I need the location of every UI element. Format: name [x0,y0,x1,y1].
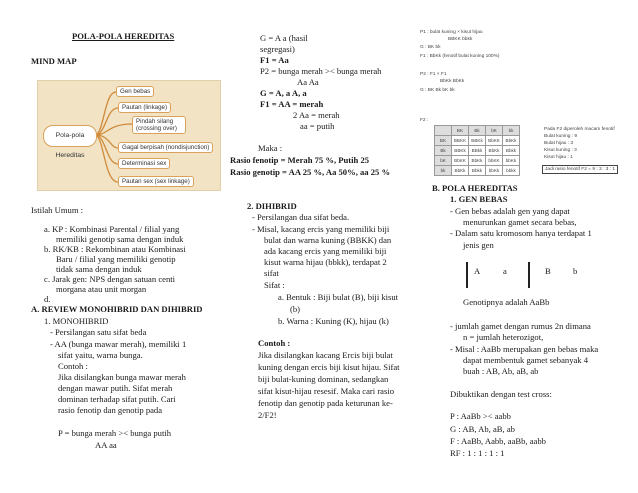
text-line: b. Warna : Kuning (K), hijau (k) [278,316,389,326]
text-line: dominan terhadap sifat putih. Cari [58,394,176,404]
ratio-phenotype: Rasio fenotip = Merah 75 %, Putih 25 [230,155,370,165]
text-line: F1 = AA = merah [260,99,324,109]
dihybrid-cross-graphic [420,28,634,176]
text-line: kisut warna hijau (bbkk), terdapat 2 [264,257,387,267]
text-line: tidak sama dengan induk [56,264,142,274]
punnett-cell: BBKk [469,136,486,146]
punnett-header: bK [486,126,503,136]
punnett-cell: bbKk [503,156,520,166]
punnett-cell: BBkk [469,146,486,156]
punnett-cell: Bbkk [503,146,520,156]
punnett-cell: BbKK [486,136,503,146]
text-line: dengan mawar putih. Sifat merah [58,383,173,393]
punnett-header: bk [503,126,520,136]
text-line: rasio fenotip dan genotip pada [58,405,163,415]
text-line: biji bulat-kuning dominan, sedangkan [258,374,389,384]
graphic-line: BbKk BbKk [440,79,465,84]
text-line: - Persilangan satu sifat beda [50,327,147,337]
mind-map-node: Pautan sex (sex linkage) [118,176,194,187]
legend-item: Bulat hijau : 3 [544,141,574,146]
ratio-genotype: Rasio genotip = AA 25 %, Aa 50%, aa 25 % [230,167,391,177]
text-line: Jika disilangkan bunga mawar merah [58,372,186,382]
istilah-heading: Istilah Umum : [31,205,84,215]
chromosome-bar [528,262,530,288]
text-line: c. Jarak gen: NPS dengan satuan centi [44,274,176,284]
section-heading: A. REVIEW MONOHIBRID DAN DIHIBRID [31,304,203,314]
mind-map-node: Gagal berpisah (nondisjunction) [118,142,213,153]
sub-heading: 1. MONOHIBRID [44,316,109,326]
graphic-line: G : BK bk [420,45,441,50]
text-line: F : AaBb, Aabb, aaBb, aabb [450,436,546,446]
text-line: jenis gen [463,240,494,250]
text-line: - Dalam satu kromosom hanya terdapat 1 [450,228,592,238]
text-line: a. Bentuk : Biji bulat (B), biji kisut [278,292,399,302]
sub-heading: 1. GEN BEBAS [450,194,508,204]
text-line: a. KP : Kombinasi Parental / filial yang [44,224,180,234]
punnett-square [434,125,520,176]
text-line: aa = putih [300,121,335,131]
text-line: dapat membentuk gamet sebanyak 4 [463,355,589,365]
text-line: P = bunga merah >< bunga putih [58,428,172,438]
text-line: - Misal : AaBb merupakan gen bebas maka [450,344,599,354]
text-line: b. RK/KB : Rekombinan atau Kombinasi [44,244,186,254]
text-line: 2 Aa = merah [293,110,340,120]
allele-label: B [545,266,551,276]
text-line: kuning dengan ercis biji kisut hijau. Sifat [258,362,400,372]
text-line: bulat dan warna kuning (BBKK) dan [264,235,392,245]
text-line: fenotip dan genotip pada keturunan ke- [258,398,393,408]
contoh-label: Contoh : [258,338,291,348]
text-line: - AA (bunga mawar merah), memiliki 1 [50,339,187,349]
text-line: Jika disilangkan kacang Ercis biji bulat [258,350,393,360]
punnett-cell: bbKk [486,166,503,176]
page-title: POLA-POLA HEREDITAS [72,31,175,41]
text-line: sifat [264,268,279,278]
graphic-line: P1 : bulat kuning × kisut hijau [420,30,483,35]
punnett-cell: BBKK [452,136,469,146]
text-line: P2 = bunga merah >< bunga merah [260,66,382,76]
text-line: Aa Aa [297,77,319,87]
text-line: ada kacang ercis yang memiliki biji [264,246,387,256]
punnett-cell: bbkk [503,166,520,176]
punnett-cell: BbKk [503,136,520,146]
mind-map [37,80,221,191]
punnett-cell: bbKK [486,156,503,166]
text-line: F1 = Aa [260,55,289,65]
allele-label: b [573,266,578,276]
text-line: Dibuktikan dengan test cross: [450,389,552,399]
mind-map-node: Pindah silang (crossing over) [132,116,186,134]
chromosome-bar [466,262,468,288]
text-line: Maka : [258,143,283,153]
legend-title: Pada F2 diperoleh macam fenotif [544,127,615,132]
allele-label: A [474,266,481,276]
text-line: buah : AB, Ab, aB, ab [463,366,539,376]
punnett-header: Bk [469,126,486,136]
text-line: segregasi) [260,44,295,54]
text-line: G = A, a A, a [260,88,307,98]
text-line: menurunkan gamet secara bebas, [463,217,577,227]
text-line: n = jumlah heterozigot, [463,332,544,342]
ratio-box: Jadi rasio fenotif F2 = 9 : 3 : 3 : 1 [542,165,618,174]
text-line: sifat kisut-hijau resesif. Maka cari rasio [258,386,395,396]
punnett-cell: Bk [435,146,452,156]
sub-heading: 2. DIHIBRID [247,201,297,211]
punnett-cell: BbKk [452,166,469,176]
text-line: Sifat : [264,280,285,290]
mind-map-center: Pola-pola Hereditas [43,125,97,147]
graphic-line: G : BK Bk bK bk [420,88,455,93]
punnett-cell: Bbkk [469,166,486,176]
text-line: - Persilangan dua sifat beda. [252,212,350,222]
text-line: P : AaBb >< aabb [450,411,511,421]
punnett-header: BK [452,126,469,136]
text-line: G = A a (hasil [260,33,308,43]
text-line: RF : 1 : 1 : 1 : 1 [450,448,505,458]
punnett-cell: bk [435,166,452,176]
mind-map-node: Gen bebas [116,86,154,97]
graphic-line: F1 : BbKk (fenotif bulat kuning 100%) [420,54,500,59]
punnett-cell: BbKk [469,156,486,166]
legend-item: Kisut hijau : 1 [544,155,573,160]
text-line: Baru / filial yang memiliki genotip [56,254,176,264]
punnett-header [435,126,452,136]
punnett-cell: BbKK [452,156,469,166]
graphic-line: F2 : [420,118,429,123]
text-line: G : AB, Ab, aB, ab [450,424,515,434]
graphic-line: P2 : F1 × F1 [420,72,447,77]
text-line: (b) [290,304,301,314]
mind-map-node: Determinasi sex [118,158,170,169]
section-heading: B. POLA HEREDITAS [432,183,518,193]
text-line: - Misal, kacang ercis yang memiliki biji [252,224,390,234]
text-line: 2/F2! [258,410,277,420]
punnett-cell: BbKk [486,146,503,156]
punnett-cell: bK [435,156,452,166]
text-line: - jumlah gamet dengan rumus 2n dimana [450,321,591,331]
genotype-text: Genotipnya adalah AaBb [463,297,550,307]
text-line: Contoh : [58,361,88,371]
text-line: AA aa [95,440,117,450]
punnett-cell: BK [435,136,452,146]
text-line: memiliki genotip sama dengan induk [56,234,184,244]
punnett-cell: BBKk [452,146,469,156]
text-line: - Gen bebas adalah gen yang dapat [450,206,570,216]
legend-item: Kisut kuning : 3 [544,148,577,153]
text-line: d. [44,294,51,304]
graphic-line: BBKK bbkk [448,37,473,42]
mind-map-label: MIND MAP [31,56,77,66]
legend-item: Bulat kuning : 9 [544,134,578,139]
mind-map-node: Pautan (linkage) [118,102,171,113]
text-line: sifat yaitu, warna bunga. [58,350,143,360]
allele-label: a [503,266,507,276]
text-line: morgana atau unit morgan [56,284,147,294]
